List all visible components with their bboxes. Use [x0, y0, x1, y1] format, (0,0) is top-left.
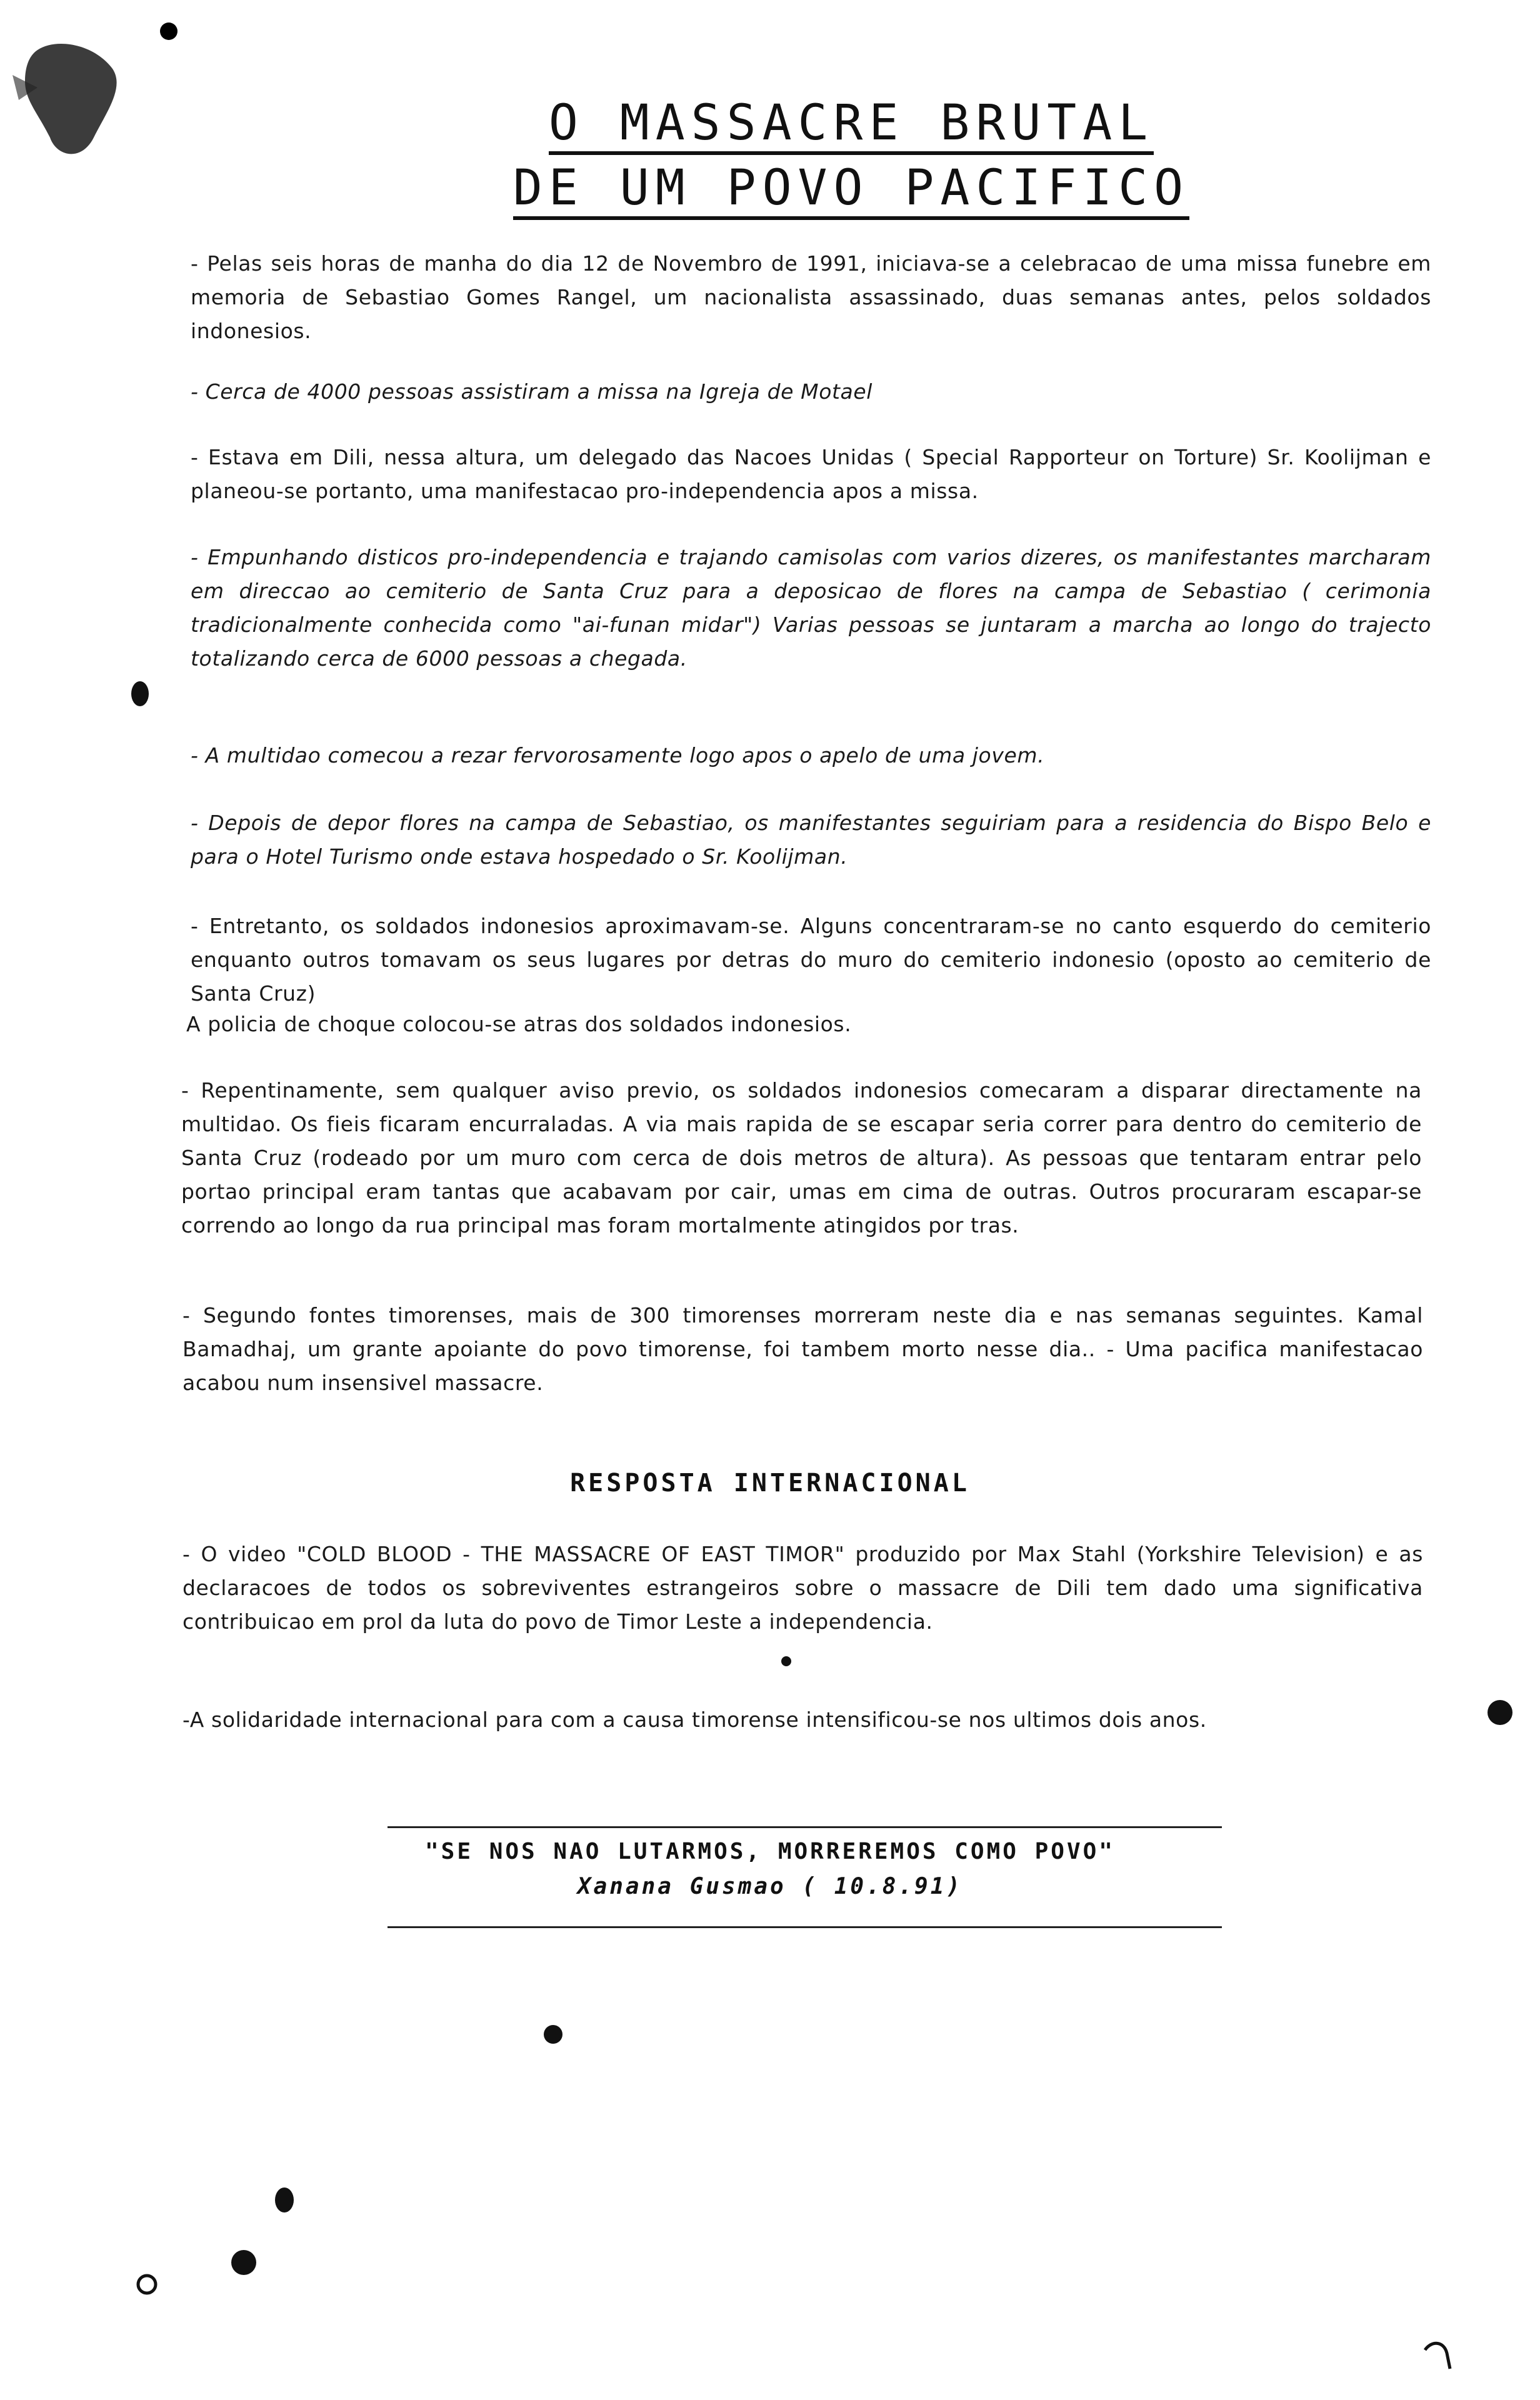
page-title-line-1: O MASSACRE BRUTAL [81, 99, 1540, 155]
paragraph-6: - Depois de depor flores na campa de Sebastiao, os manifestantes seguiriam para a residencia do Bispo Belo e para o Hotel Turismo onde estava hospedado o Sr. Koolijman. [191, 811, 1431, 869]
section-paragraph-1: - O video "COLD BLOOD - THE MASSACRE OF EAST TIMOR" produzido por Max Stahl (Yorkshire Television) e as declaracoes de todos os sobreviventes estrangeiros sobre o massacre de Dili tem dado uma significativa contribuicao em prol da luta do povo de Timor Leste a independencia. [182, 1542, 1423, 1634]
quote-bottom-rule [388, 1926, 1222, 1928]
section-heading: RESPOSTA INTERNACIONAL [570, 1469, 970, 1498]
paragraph-5: - A multidao comecou a rezar fervorosamente logo apos o apelo de uma jovem. [191, 743, 1045, 768]
circle-mark-decoration [131, 2269, 162, 2300]
ink-speck [1488, 1700, 1512, 1725]
quote-author: Xanana Gusmao ( 10.8.91) [577, 1874, 963, 1899]
paragraph-7: - Entretanto, os soldados indonesios aproximavam-se. Alguns concentraram-se no canto esquerdo do cemiterio enquanto outros tomavam os seus lugares por detras do muro do cemiterio indonesio (oposto ao cemiterio de Santa Cruz) [191, 914, 1431, 1006]
ink-speck [131, 681, 149, 706]
section-paragraph-2: -A solidaridade internacional para com a causa timorense intensificou-se nos ultimos dois anos. [182, 1708, 1207, 1732]
paragraph-4: - Empunhando disticos pro-independencia e trajando camisolas com varios dizeres, os manifestantes marcharam em direccao ao cemiterio de Santa Cruz para a deposicao de flores na campa de Sebastiao ( cerimonia tradicionalmente conhecida como "ai-funan midar") Varias pessoas se juntaram a marcha ao longo do trajecto totalizando cerca de 6000 pessoas a chegada. [191, 545, 1431, 671]
paragraph-1: - Pelas seis horas de manha do dia 12 de Novembro de 1991, iniciava-se a celebracao de uma missa funebre em memoria de Sebastiao Gomes Rangel, um nacionalista assassinado, duas semanas antes, pelos soldados indonesios. [191, 251, 1431, 343]
ink-speck [544, 2025, 562, 2044]
scribble-mark-decoration [1419, 2338, 1456, 2375]
ink-speck [231, 2250, 256, 2275]
paragraph-3: - Estava em Dili, nessa altura, um delegado das Nacoes Unidas ( Special Rapporteur on Torture) Sr. Koolijman e planeou-se portanto, uma manifestacao pro-independencia apos a missa. [191, 445, 1431, 503]
ink-speck [781, 1656, 791, 1666]
paragraph-8: A policia de choque colocou-se atras dos soldados indonesios. [186, 1012, 852, 1036]
ink-speck [275, 2188, 294, 2212]
closing-quote: "SE NOS NAO LUTARMOS, MORREREMOS COMO POVO" [425, 1839, 1115, 1864]
paragraph-9: - Repentinamente, sem qualquer aviso previo, os soldados indonesios comecaram a disparar directamente na multidao. Os fieis ficaram encurraladas. A via mais rapida de se escapar seria correr para dentro do cemiterio de Santa Cruz (rodeado por um muro com cerca de dois metros de altura). As pessoas que tentaram entrar pelo portao principal eram tantas que acabavam por cair, umas em cima de outras. Outros procuraram escapar-se correndo ao longo da rua principal mas foram mortalmente atingidos por tras. [181, 1078, 1422, 1238]
paragraph-2: - Cerca de 4000 pessoas assistiram a missa na Igreja de Motael [191, 379, 873, 404]
quote-top-rule [388, 1826, 1222, 1828]
paragraph-10: - Segundo fontes timorenses, mais de 300 timorenses morreram neste dia e nas semanas seguintes. Kamal Bamadhaj, um grante apoiante do povo timorense, foi tambem morto nesse dia.. - Uma pacifica manifestacao acabou num insensivel massacre. [182, 1303, 1423, 1395]
page-title-line-2: DE UM POVO PACIFICO [81, 164, 1540, 220]
